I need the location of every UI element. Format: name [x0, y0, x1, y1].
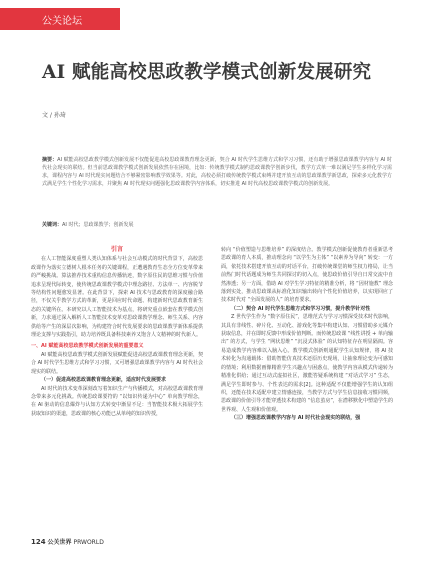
- article-title: AI 赋能高校思政教学模式创新发展研究: [42, 62, 372, 83]
- right-column-continuation: 转向 “价值塑造与思维培养” 的深度结合。教学模式创新促使教育者重新思考思政课的育人本质，推动理念向 “以学生为主体” “以素养为导向” 转变：一方面，依托技术搭建开放互动的对话平台，打破传统课堂的师生权力格局，让当前热门时代话题成为师生共同探讨的切入点，使思政价值引导自日常交流中自然渗透；另一方面，借助 AI 对学生学习特征的精准分析，将 “因材施教” 理念落到实处，推动思政课从标准化知识输出转向个性化价值培养，以实现回应了技术时代对 “全面发展的人” 的培育要求。: [221, 247, 393, 304]
- section1-sub2-heading: （二）契合 AI 时代学生思维方式和学习习惯，提升教学针对性: [231, 305, 371, 312]
- intro-heading: 引言: [110, 246, 123, 253]
- abstract-label: 摘要：: [42, 157, 58, 163]
- keywords-label: 关键词：: [42, 222, 63, 228]
- abstract-text: AI 赋能高校思政教学模式创新发展不仅能促进高校思政课教育理念更新，契合 AI 时代学生思维方式和学习习惯，还有助于增强思政课教学内容与 AI 时代社会现实的联结。但当前思政课教学模式创新发展依然存在困境，比如：传统教学模式制约思政课教学创新步伐，教学方式单一难以满足学生多样化学习需求，课程内容与 AI 时代现实问题结合不够紧密影响教学效果等。对此，高校必须打破传统教学模式束缚并建开放互动的思政课教学新思政，探索多元化教学方式满足学生个性化学习需求，并聚焦 AI 时代现实问题强化思政课教学内容体系，切实推进 AI 时代高校思政课教学模式的创新发展。: [42, 157, 392, 188]
- author-line: 文 / 孙琦: [42, 112, 66, 119]
- page-footer: [31, 537, 104, 546]
- section1-intro: AI 赋能高校思政教学模式创新发展赋能促进高校思政课教育理念更新，契合 AI 时代学生思维方式和学习习惯，又可增强思政课教学内容与 AI 时代社会现实的联结。: [31, 351, 203, 375]
- right-column: [221, 246, 393, 423]
- intro-paragraph: 在人工智能深度重塑人类认知体系与社会互动模式的时代背景下，高校思政课作为落实立德树人根本任务的关键课程，正遭遇教育生态全方位变革带来的严峻挑战。算法推荐技术重构信息传播轨迹，数字原住民的思维习惯与价值追求呈现代际转变，使传统思政课教学模式中理念路径、方法单一、内容脱节等结构性问题愈发显著。在此背景下，探索 AI 技术与思政教育的深度融合路径，不仅关乎教学方式的革新，更是回应时代命题、构建新时代思政教育新生态的关键所在。本研究以人工智能技术为基点，将研究重点嵌套在教学模式创新，力求通过深入解析人工智能技术变革对思政课教学理念、师生关系、内容供给等产生的深层次影响，为构建符合时代发展要求的思政课教学新体系提供理论支撑与实践指引，助力培养既具备科技素养又饱含人文精神的时代新人。: [31, 256, 203, 339]
- keywords-line: [42, 221, 392, 228]
- magazine-name-en: PRWORLD: [73, 539, 104, 546]
- section1-sub3-heading: （三）增强思政课教学内容与 AI 时代社会现实的联结，强: [231, 415, 361, 422]
- keywords-text: AI 时代；思政课教学；创新发展: [62, 222, 134, 228]
- left-column: [31, 246, 203, 418]
- section-tag: 公关论坛: [0, 8, 120, 30]
- section1-sub1-text: AI 时代的技术变革深刻改写着知识生产与传播模式，对高校思政课教育理念带来多元化挑战。传统思政课要符的 “以知识传递为中心” 单向教学理念，在 AI 驱动的信息爆炸与认知方式转变中渐显不足：当智能技术极大拓展学生获取知识的渠道，思政课的核心功能已从单纯的知识传授，: [31, 385, 203, 417]
- section1-heading: 一、AI 赋能高校思政教学模式创新发展的重要意义: [31, 343, 144, 350]
- section1-sub1-heading: （一）促进高校思政课教育理念更新，适应时代发展要求: [41, 377, 167, 384]
- section1-sub2-text: Z 世代学生作为 “数字原住民”，思维范式与学习习惯深受技术时代影响，其具有非线性、碎片化、互动化、游戏化等集中构建认知、习惯借助多元媒介获取信息，并在即时反馈中形成价值判断。而传统思政课 “线性讲授 + 单向输出” 的方式，与学生 “网状思维” “沉浸式体验” 的认知特征存在明显隔阂。容易造成教学内容难以入脑入心。教学模式创新则通配学生认知规律，将 AI 技术转化为沟通载体：借助智能仿真技术还原历史现场，让抽象理论变为可感知的情境；利用数据画像精准学生兴趣点与困惑点，使教学内容从模式传递转为精准化供给；通过互动式虚拟社区，激能答疑系统构建 “对话式学习” 生态，满足学生即时参与、个性表达的需求[2]。这种适配不仅能增强学生的认知组织，还能在技术适配中建立情感连接，当教学方式与学生信息接收习惯同频，思政课的价值引导才能穿透技术构建的 “信息茧房”，在潜移默化中塑造学生的世界观、人生观和价值观。: [221, 314, 393, 413]
- magazine-name: 公关世界: [47, 539, 72, 546]
- page-number: 124: [31, 538, 46, 546]
- abstract-block: [42, 156, 392, 188]
